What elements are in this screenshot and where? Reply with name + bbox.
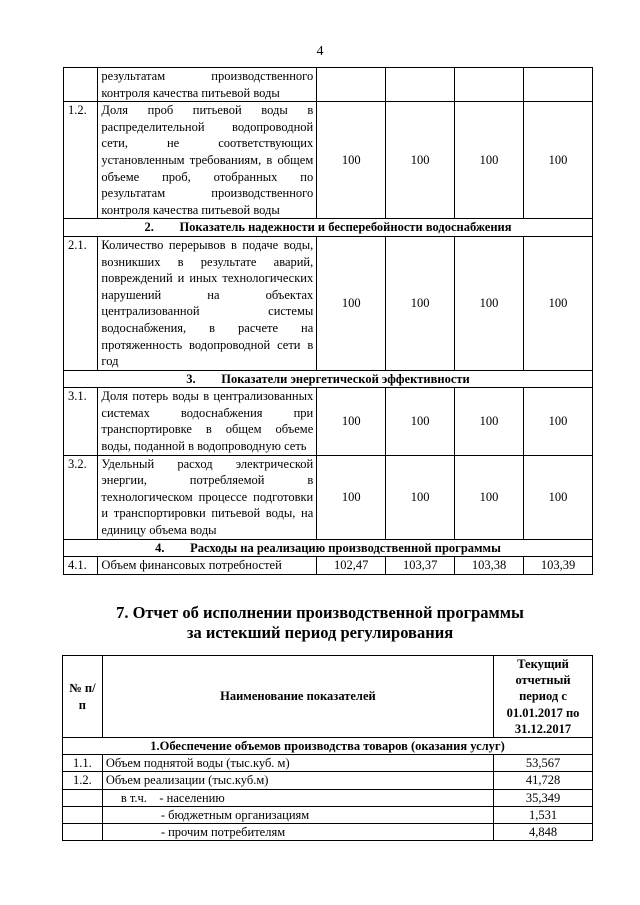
section-heading: [64, 539, 593, 557]
section-title: Показатели энергетической эффективности: [221, 371, 470, 386]
report-row-number: 1.1.: [63, 755, 103, 772]
header-period: Текущий отчетный период с 01.01.2017 по 31.12.2017: [494, 656, 593, 738]
row-number: 1.2.: [64, 102, 98, 219]
report-row-value: 41,728: [494, 772, 593, 789]
indicator-value: 103,37: [386, 557, 455, 575]
report-row-name: Объем реализации (тыс.куб.м): [102, 772, 493, 789]
indicator-value: 100: [524, 236, 593, 370]
indicator-row: [64, 557, 593, 575]
indicator-value: 100: [524, 102, 593, 219]
report-row: [63, 824, 593, 841]
indicator-row: [64, 68, 593, 102]
report-row-name: Объем поднятой воды (тыс.куб. м): [102, 755, 493, 772]
row-number: 2.1.: [64, 236, 98, 370]
report-row-number: [63, 789, 103, 806]
header-indicator-name: Наименование показателей: [102, 656, 493, 738]
report-table-header: [63, 656, 593, 738]
row-number: 3.2.: [64, 455, 98, 539]
indicator-value: [524, 68, 593, 102]
indicator-name: результатам производственного контроля качества питьевой воды: [98, 68, 317, 102]
indicator-value: 100: [317, 102, 386, 219]
indicator-value: 100: [455, 236, 524, 370]
header-number: № п/п: [63, 656, 103, 738]
section-7-title-line2: за истекший период регулирования: [186, 623, 454, 642]
indicator-value: 100: [386, 455, 455, 539]
report-row-value: 35,349: [494, 789, 593, 806]
report-section-title: 1.Обеспечение объемов производства товаров (оказания услуг): [63, 738, 593, 755]
section-number: 2.: [144, 220, 154, 235]
section-row: [64, 370, 593, 388]
report-row-value: 4,848: [494, 824, 593, 841]
section-row: [64, 219, 593, 237]
indicators-table: [63, 67, 593, 575]
indicator-row: [64, 388, 593, 455]
report-row: [63, 806, 593, 823]
report-table: [62, 655, 593, 841]
section-7-title: [0, 603, 640, 643]
indicator-row: [64, 236, 593, 370]
indicator-value: [455, 68, 524, 102]
row-number: 4.1.: [64, 557, 98, 575]
indicator-value: [317, 68, 386, 102]
indicator-value: 103,39: [524, 557, 593, 575]
indicator-value: 100: [455, 455, 524, 539]
report-row-number: [63, 824, 103, 841]
report-row-name: - бюджетным организациям: [102, 806, 493, 823]
indicator-value: 100: [386, 236, 455, 370]
report-row-name: - прочим потребителям: [102, 824, 493, 841]
indicator-value: 100: [524, 388, 593, 455]
indicator-name: Доля потерь воды в централизованных системах водоснабжения при транспортировке в общем объеме воды, поданной в водопроводную сеть: [98, 388, 317, 455]
report-row: [63, 755, 593, 772]
indicator-row: [64, 455, 593, 539]
section-number: 3.: [186, 371, 196, 386]
section-7-title-line1: 7. Отчет об исполнении производственной программы: [116, 603, 524, 622]
indicator-name: Доля проб питьевой воды в распределительной водопроводной сети, не соответствующих установленным требованиям, в общем объеме проб, отобранных по результатам производственного контроля качества питьевой воды: [98, 102, 317, 219]
report-row-number: [63, 806, 103, 823]
section-title: Расходы на реализацию производственной программы: [190, 540, 501, 555]
section-number: 4.: [155, 540, 165, 555]
section-title: Показатель надежности и бесперебойности водоснабжения: [179, 220, 512, 235]
indicator-value: 100: [455, 102, 524, 219]
section-heading: [64, 370, 593, 388]
indicator-value: 100: [317, 236, 386, 370]
indicator-value: 100: [317, 388, 386, 455]
indicator-value: 100: [524, 455, 593, 539]
indicator-value: 102,47: [317, 557, 386, 575]
indicator-name: Удельный расход электрической энергии, потребляемой в технологическом процессе подготовки и транспортировки питьевой воды, на единицу объема воды: [98, 455, 317, 539]
report-row-number: 1.2.: [63, 772, 103, 789]
indicator-row: [64, 102, 593, 219]
report-row: [63, 772, 593, 789]
indicator-value: 100: [455, 388, 524, 455]
row-number: 3.1.: [64, 388, 98, 455]
indicator-name: Объем финансовых потребностей: [98, 557, 317, 575]
indicator-name: Количество перерывов в подаче воды, возникших в результате аварий, повреждений и иных технологических нарушений на объектах централизованной системы водоснабжения, в расчете на протяженность водопроводной сети в год: [98, 236, 317, 370]
indicator-value: 100: [386, 102, 455, 219]
report-row-value: 1,531: [494, 806, 593, 823]
indicator-value: 100: [386, 388, 455, 455]
report-row: [63, 789, 593, 806]
report-row-name: в т.ч. - населению: [102, 789, 493, 806]
indicator-value: [386, 68, 455, 102]
section-row: [64, 539, 593, 557]
indicator-value: 100: [317, 455, 386, 539]
report-row-value: 53,567: [494, 755, 593, 772]
page-number: 4: [316, 44, 324, 59]
row-number: [64, 68, 98, 102]
indicator-value: 103,38: [455, 557, 524, 575]
section-heading: [64, 219, 593, 237]
report-section-row: [63, 738, 593, 755]
